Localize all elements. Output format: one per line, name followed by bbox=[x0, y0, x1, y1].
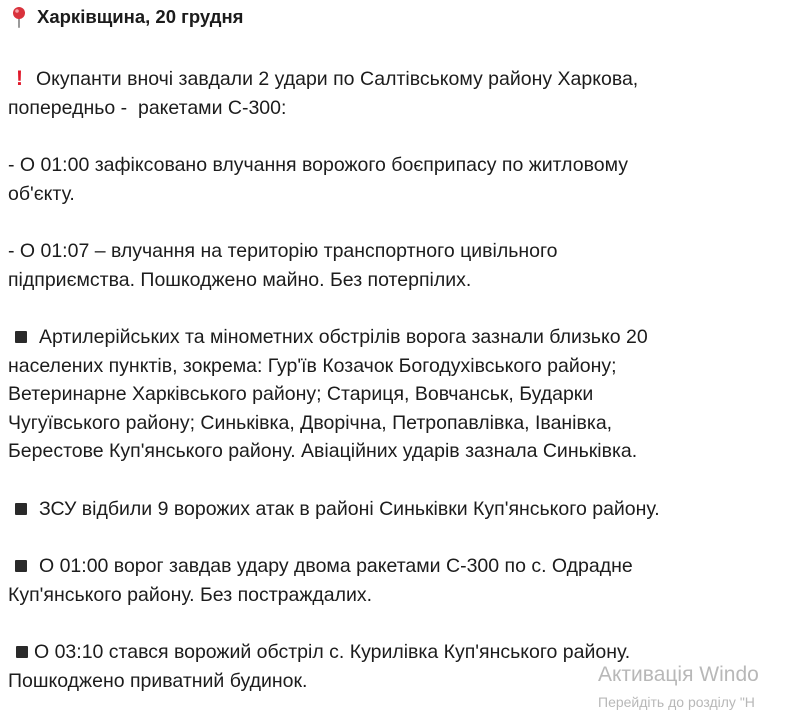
paragraph-shelling-text: Артилерійських та мінометних обстрілів ворога зазнали близько 20 населених пунктів, зокрема: Гур'їв Козачок Богодухівського району; Ветеринарне Харківського району; Стариця, Вовчанськ, Бударки Чугуївського району; Синьківка, Дворічна, Петропавлівка, Іванівка, Берестове Куп'янського району. Авіаційних ударів зазнала Синьківка. bbox=[8, 326, 648, 462]
paragraph-alert-text: Окупанти вночі завдали 2 удари по Салтівському району Харкова, попередньо - ракетами С-300: bbox=[8, 68, 639, 119]
black-square-icon bbox=[15, 503, 27, 515]
black-square-icon bbox=[16, 646, 28, 658]
black-square-icon bbox=[15, 560, 27, 572]
paragraph-odradne-text: О 01:00 ворог завдав удару двома ракетами С-300 по с. Одрадне Куп'янського району. Без постраждалих. bbox=[8, 555, 633, 606]
watermark-title: Активація Windo bbox=[598, 663, 759, 686]
watermark-subtitle: Перейдіть до розділу "Н bbox=[598, 694, 755, 710]
paragraph-shelling bbox=[8, 323, 788, 466]
black-square-icon bbox=[15, 331, 27, 343]
red-exclamation-icon: ! bbox=[16, 67, 23, 90]
paragraph-kurylivka bbox=[8, 638, 788, 695]
paragraph-kurylivka-text: О 03:10 стався ворожий обстріл с. Курилівка Куп'янського району. Пошкоджено приватний будинок. bbox=[8, 641, 631, 692]
paragraph-hit-1: - О 01:00 зафіксовано влучання ворожого боєприпасу по житловому об'єкту. bbox=[8, 154, 628, 205]
post-title: Харківщина, 20 грудня bbox=[37, 6, 244, 27]
paragraph-attacks-text: ЗСУ відбили 9 ворожих атак в районі Синьківки Куп'янського району. bbox=[39, 497, 660, 520]
paragraph-alert bbox=[8, 65, 788, 122]
round-pushpin-icon bbox=[11, 6, 27, 28]
paragraph-hit-2: - О 01:07 – влучання на територію транспортного цивільного підприємства. Пошкоджено майно. Без потерпілих. bbox=[8, 240, 558, 291]
post-title-row bbox=[8, 2, 788, 32]
paragraph-odradne bbox=[8, 552, 788, 609]
paragraph-attacks bbox=[8, 495, 788, 524]
message-post bbox=[8, 2, 788, 695]
